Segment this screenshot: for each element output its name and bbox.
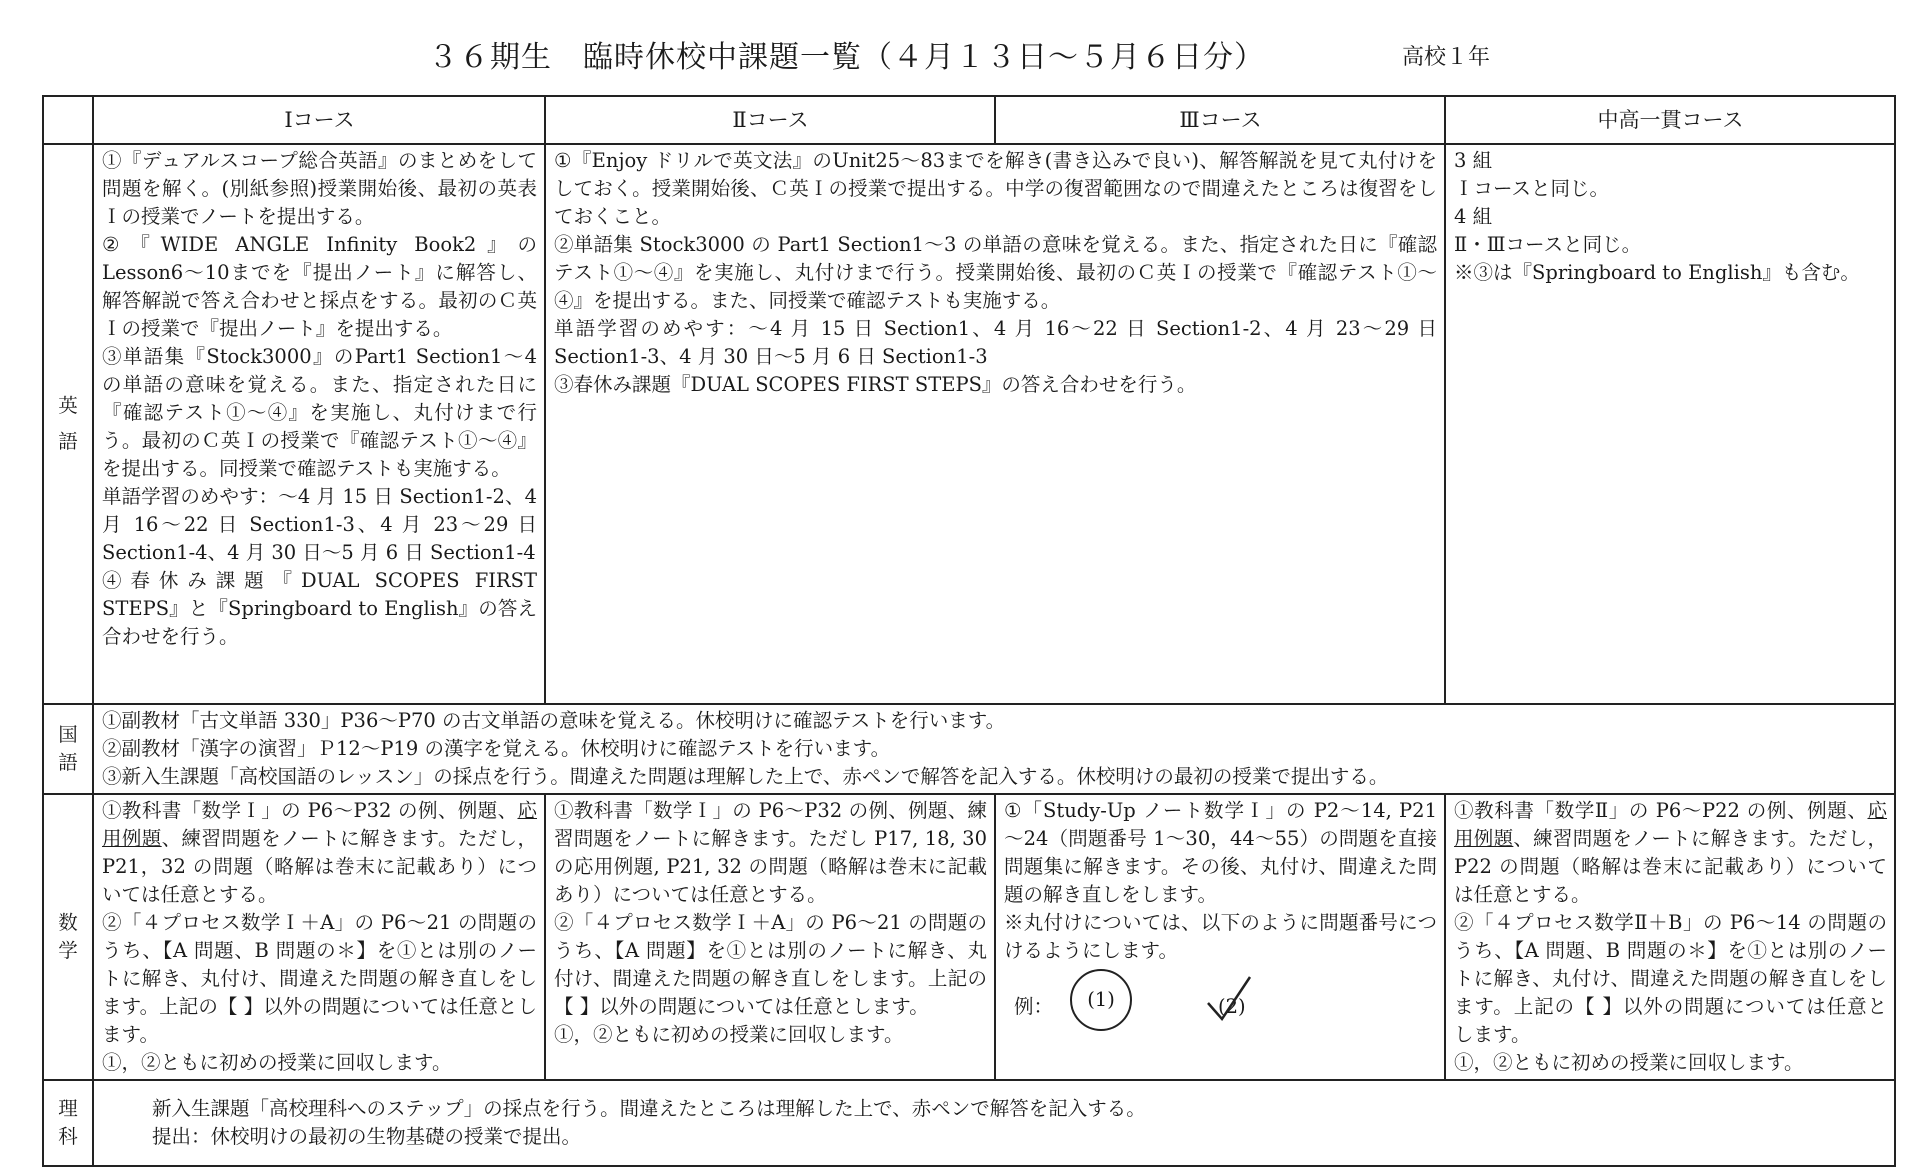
english-course1-vocab-schedule: 単語学習のめやす：～4 月 15 日 Section1-2、4 月 16～22 日 Section1-3、4 月 23～29 日 Section1-4、4 月 30 日～5 月 6 日 Section1-4 <box>102 485 537 564</box>
marking-example <box>1004 965 1437 1041</box>
japanese-item-1: ①副教材「古文単語 330」P36～P70 の古文単語の意味を覚える。休校明けに確認テストを行います。 <box>102 709 1006 732</box>
header-row <box>43 96 1895 144</box>
math-course2-cell <box>545 794 995 1080</box>
page-title: ３６期生 臨時休校中課題一覧（４月１３日～５月６日分） <box>428 40 1265 75</box>
math-course2-item-3: ①，②ともに初めの授業に回収します。 <box>554 1023 904 1046</box>
checked-number-text: (2) <box>1218 995 1246 1018</box>
english-integrated-cell <box>1445 144 1895 704</box>
math-course1-cell <box>93 794 545 1080</box>
english-course1-item-2: ②『WIDE ANGLE Infinity Book2』のLesson6～10までを『提出ノート』に解答し、解答解説で答え合わせと採点をする。最初のＣ英Ｉの授業で『提出ノート』を提出する。 <box>102 233 537 340</box>
english-course23-item-3: ③春休み課題『DUAL SCOPES FIRST STEPS』の答え合わせを行う。 <box>554 373 1197 396</box>
english-integrated-class3-note: Ｉコースと同じ。 <box>1454 177 1610 200</box>
english-row <box>43 144 1895 704</box>
english-integrated-class4-note: Ⅱ・Ⅲコースと同じ。 <box>1454 233 1642 256</box>
subject-science <box>43 1080 93 1166</box>
science-item-2: 提出：休校明けの最初の生物基礎の授業で提出。 <box>152 1125 582 1148</box>
math-row <box>43 794 1895 1080</box>
math-course1-item-3: ①，②ともに初めの授業に回収します。 <box>102 1051 452 1074</box>
subject-math <box>43 794 93 1080</box>
japanese-row <box>43 704 1895 794</box>
subject-english-label: 英語 <box>58 394 78 453</box>
corner-cell <box>43 96 93 144</box>
english-course23-cell <box>545 144 1445 704</box>
column-header-course3: Ⅲコース <box>995 96 1445 144</box>
japanese-cell <box>93 704 1895 794</box>
math-course3-item-1: ①「Study-Up ノート数学Ｉ」の P2～14, P21～24（問題番号 1～30，44～55）の問題を直接問題集に解きます。その後、丸付け、間違えた問題の解き直しをします。 <box>1004 799 1437 906</box>
math-course1-item-1 <box>102 797 537 909</box>
english-course1-cell <box>93 144 545 704</box>
math-course1-item-1-underlined: 応用例題 <box>102 799 537 850</box>
checked-number-example <box>1202 969 1262 1029</box>
circled-number-example: (1) <box>1070 969 1132 1031</box>
example-label: 例： <box>1014 995 1054 1018</box>
math-integrated-item-2: ②「４プロセス数学Ⅱ＋B」の P6～14 の問題のうち、【A 問題、B 問題の＊】を①とは別のノートに解き、丸付け、間違えた問題の解き直しをします。上記の【 】以外の問題については任意とします。 <box>1454 911 1887 1046</box>
math-course2-item-1: ①教科書「数学Ｉ」の P6～P32 の例、例題、練習問題をノートに解きます。ただし P17, 18, 30 の応用例題, P21, 32 の問題（略解は巻末に記載あり）については任意とする。 <box>554 799 987 906</box>
english-course23-item-2: ②単語集 Stock3000 の Part1 Section1～3 の単語の意味を覚える。また、指定された日に『確認テスト①～④』を実施し、丸付けまで行う。授業開始後、最初のＣ英Ｉの授業で『確認テスト①～④』を提出する。また、同授業で確認テストも実施する。 <box>554 233 1437 312</box>
subject-english <box>43 144 93 704</box>
column-header-course2: Ⅱコース <box>545 96 995 144</box>
math-course2-item-2: ②「４プロセス数学Ｉ＋A」の P6～21 の問題のうち、【A 問題】を①とは別のノートに解き、丸付け、間違えた問題の解き直しをします。上記の【 】以外の問題については任意とします。 <box>554 911 987 1018</box>
math-course3-item-2: ※丸付けについては、以下のように問題番号につけるようにします。 <box>1004 911 1437 962</box>
assignment-table <box>42 95 1896 1167</box>
science-cell <box>93 1080 1895 1166</box>
english-course23-item-1: ①『Enjoy ドリルで英文法』のUnit25～83までを解き(書き込みで良い)、解答解説を見て丸付けをしておく。授業開始後、Ｃ英Ｉの授業で提出する。中学の復習範囲なので間違えたところは復習をしておくこと。 <box>554 149 1437 228</box>
subject-science-label: 理科 <box>58 1097 78 1148</box>
column-header-course1: Ⅰコース <box>93 96 545 144</box>
english-course1-item-1: ①『デュアルスコープ総合英語』のまとめをして問題を解く。(別紙参照)授業開始後、最初の英表Ｉの授業でノートを提出する。 <box>102 149 537 228</box>
math-course1-item-1-b: 、練習問題をノートに解きます。ただし，P21，32 の問題（略解は巻末に記載あり）については任意とする。 <box>102 827 537 906</box>
math-course1-item-2: ②「４プロセス数学Ｉ＋A」の P6～21 の問題のうち、【A 問題、B 問題の＊】を①とは別のノートに解き、丸付け、間違えた問題の解き直しをします。上記の【 】以外の問題については任意とします。 <box>102 911 537 1046</box>
subject-japanese <box>43 704 93 794</box>
english-course23-vocab-schedule: 単語学習のめやす：～4 月 15 日 Section1、4 月 16～22 日 Section1-2、4 月 23～29 日 Section1-3、4 月 30 日～5 月 6 日 Section1-3 <box>554 317 1437 368</box>
english-integrated-remark: ※③は『Springboard to English』も含む。 <box>1454 261 1860 284</box>
grade-label: 高校１年 <box>1402 45 1491 70</box>
english-integrated-class4: 4 組 <box>1454 205 1493 228</box>
english-course1-item-3: ③単語集『Stock3000』のPart1 Section1～4の単語の意味を覚える。また、指定された日に『確認テスト①～④』を実施し、丸付けまで行う。最初のＣ英Ｉの授業で『確認テスト①～④』を提出する。同授業で確認テストも実施する。 <box>102 345 537 480</box>
japanese-item-2: ②副教材「漢字の演習」Ｐ12～P19 の漢字を覚える。休校明けに確認テストを行います。 <box>102 737 891 760</box>
english-course1-item-4: ④春休み課題『DUAL SCOPES FIRST STEPS』と『Springboard to English』の答え合わせを行う。 <box>102 569 537 648</box>
science-row <box>43 1080 1895 1166</box>
math-integrated-cell <box>1445 794 1895 1080</box>
column-header-integrated: 中高一貫コース <box>1445 96 1895 144</box>
math-integrated-item-1-a: ①教科書「数学Ⅱ」の P6～P22 の例、例題、 <box>1454 799 1868 822</box>
math-course1-item-1-a: ①教科書「数学Ｉ」の P6～P32 の例、例題、 <box>102 799 518 822</box>
checkmark-icon <box>1202 969 1262 1029</box>
english-integrated-class3: 3 組 <box>1454 149 1493 172</box>
japanese-item-3: ③新入生課題「高校国語のレッスン」の採点を行う。間違えた問題は理解した上で、赤ペンで解答を記入する。休校明けの最初の授業で提出する。 <box>102 765 1389 788</box>
subject-japanese-label: 国語 <box>58 723 78 774</box>
math-integrated-item-1 <box>1454 797 1887 909</box>
math-integrated-item-1-b: 、練習問題をノートに解きます。ただし，P22 の問題（略解は巻末に記載あり）については任意とする。 <box>1454 827 1887 906</box>
subject-math-label: 数学 <box>58 911 78 962</box>
math-integrated-item-1-underlined: 応用例題 <box>1454 799 1887 850</box>
math-course3-cell <box>995 794 1445 1080</box>
science-item-1: 新入生課題「高校理科へのステップ」の採点を行う。間違えたところは理解した上で、赤ペンで解答を記入する。 <box>152 1097 1146 1120</box>
math-integrated-item-3: ①，②ともに初めの授業に回収します。 <box>1454 1051 1804 1074</box>
